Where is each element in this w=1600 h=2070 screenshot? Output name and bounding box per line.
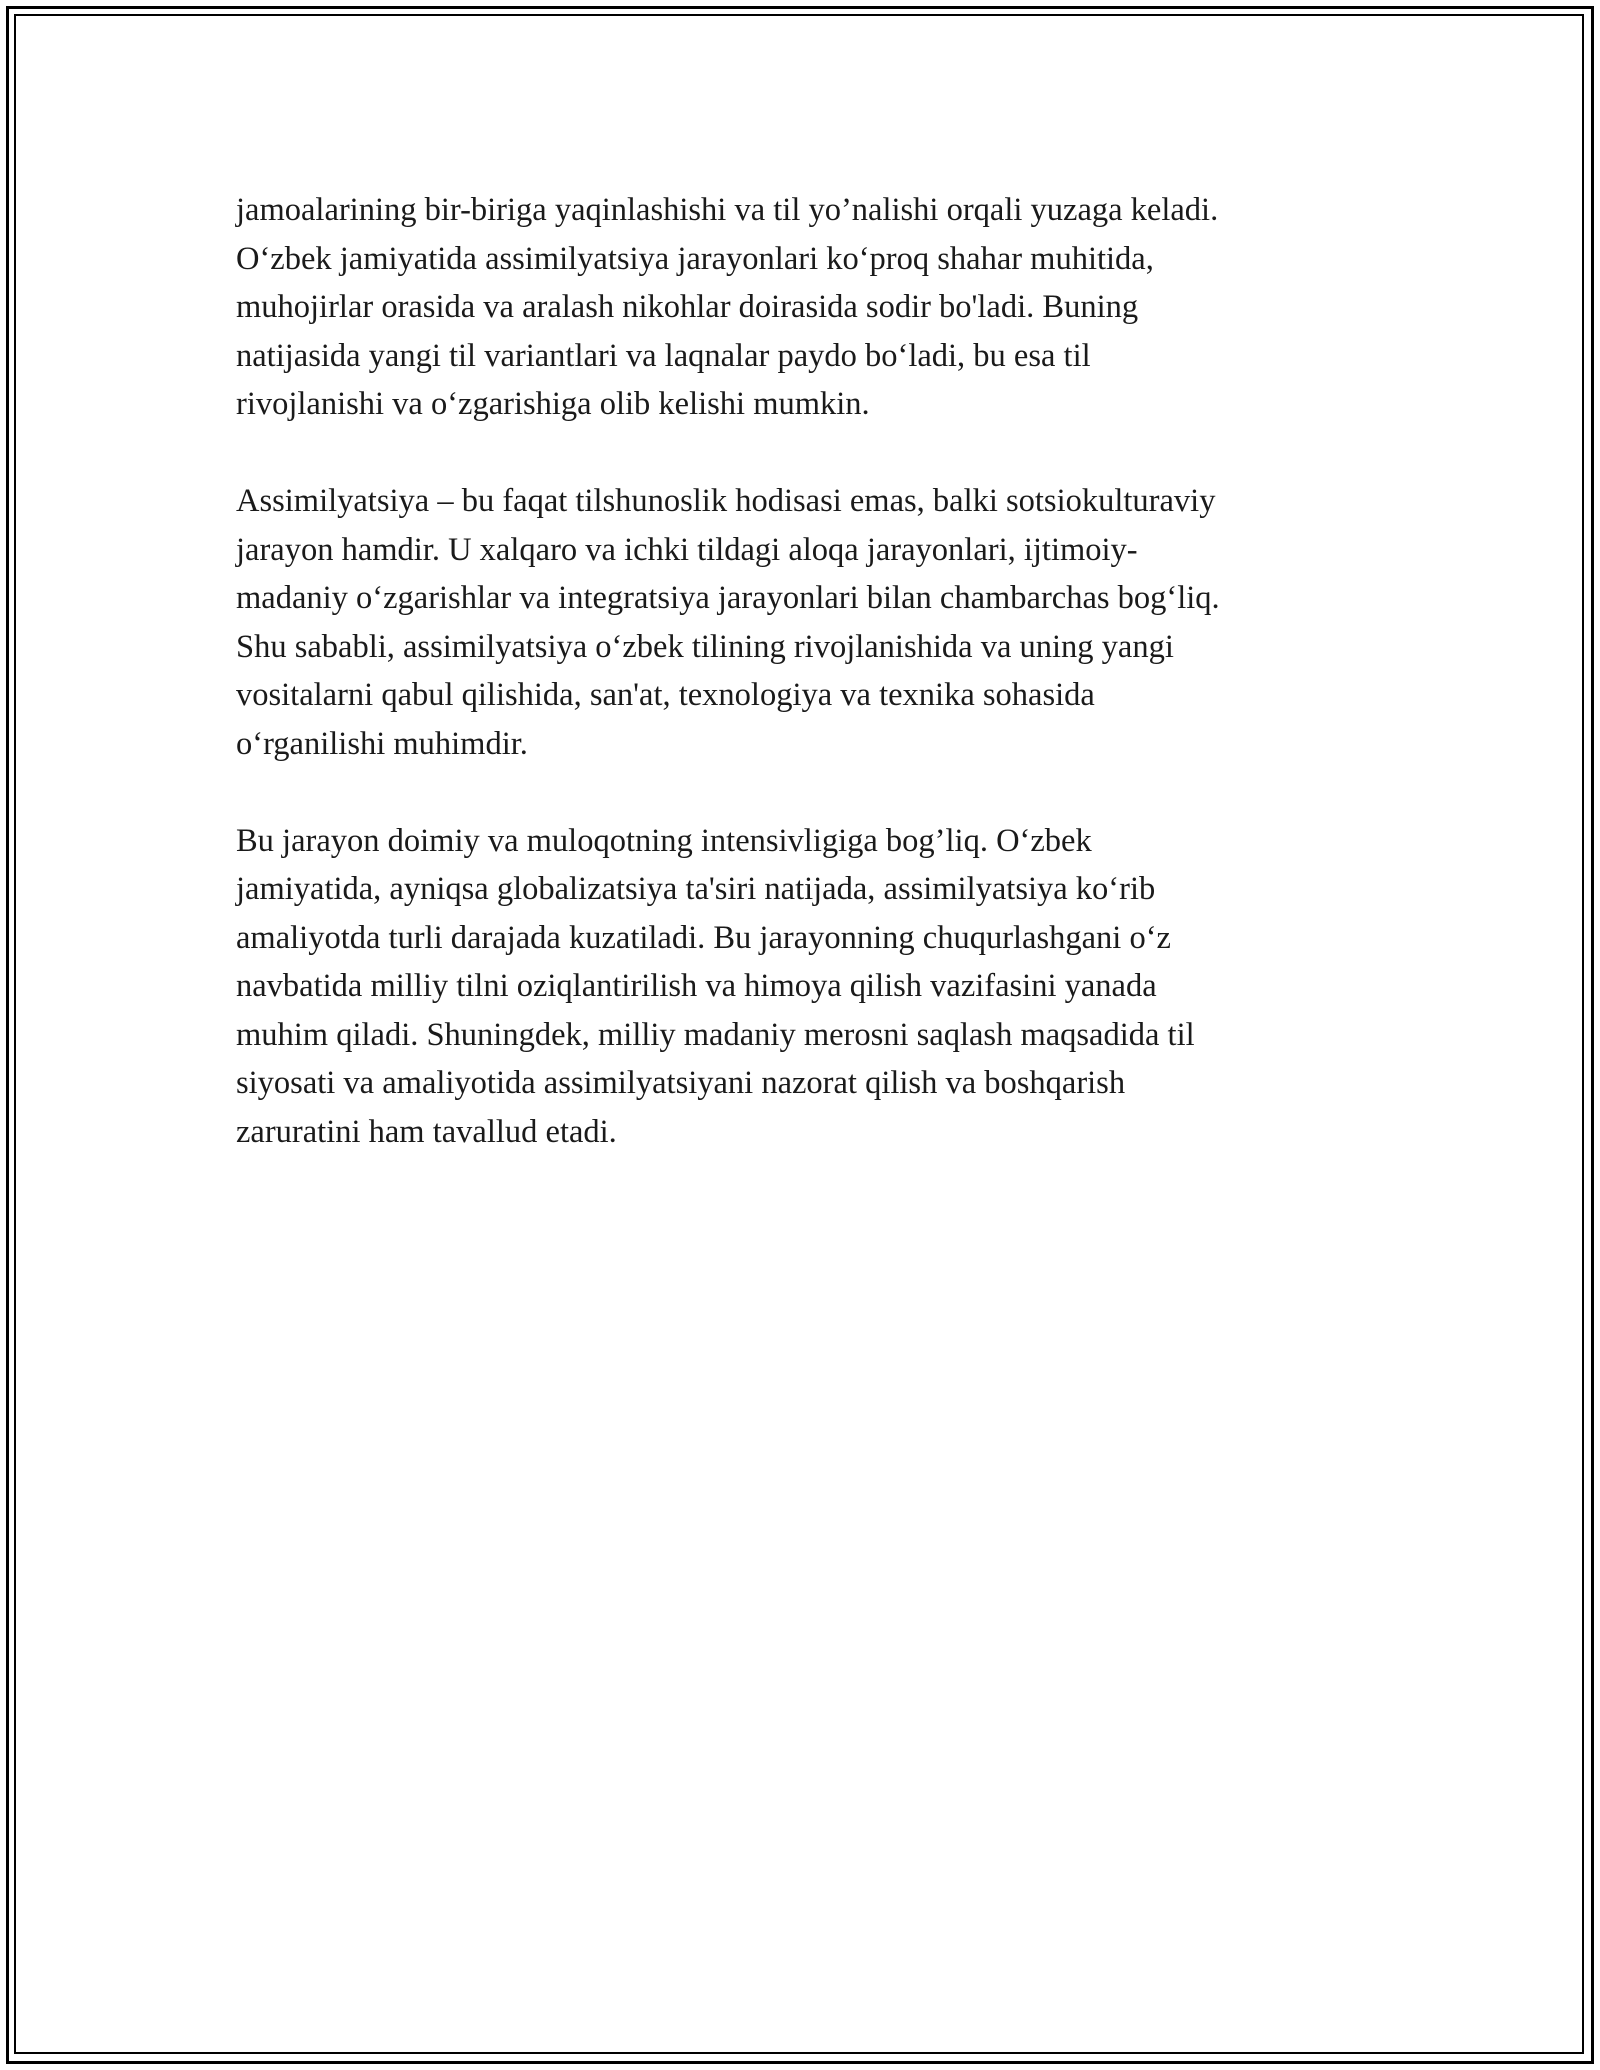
- paragraph-2: Assimilyatsiya – bu faqat tilshunoslik hodisasi emas, balki sotsiokulturaviy jarayon hamdir. U xalqaro va ichki tildagi aloqa jarayonlari, ijtimoiy- madaniy o‘zgarishlar va integratsiya jarayonlari bilan chambarchas bog‘liq. Shu sababli, assimilyatsiya o‘zbek tilining rivojlanishida va uning yangi vositalarni qabul qilishida, san'at, texnologiya va texnika sohasida o‘rganilishi muhimdir.: [236, 483, 1220, 762]
- paragraph-1: jamoalarining bir-biriga yaqinlashishi va til yo’nalishi orqali yuzaga keladi. O‘zbek jamiyatida assimilyatsiya jarayonlari ko‘proq shahar muhitida, muhojirlar orasida va aralash nikohlar doirasida sodir bo'ladi. Buning natijasida yangi til variantlari va laqnalar paydo bo‘ladi, bu esa til rivojlanishi va o‘zgarishiga olib kelishi mumkin.: [236, 192, 1219, 422]
- document-body: [236, 186, 1356, 1205]
- paragraph-3: Bu jarayon doimiy va muloqotning intensivligiga bog’liq. O‘zbek jamiyatida, ayniqsa globalizatsiya ta'siri natijada, assimilyatsiya ko‘rib amaliyotda turli darajada kuzatiladi. Bu jarayonning chuqurlashgani o‘z navbatida milliy tilni oziqlantirilish va himoya qilish vazifasini yanada muhim qiladi. Shuningdek, milliy madaniy merosni saqlash maqsadida til siyosati va amaliyotida assimilyatsiyani nazorat qilish va boshqarish zaruratini ham tavallud etadi.: [236, 822, 1195, 1150]
